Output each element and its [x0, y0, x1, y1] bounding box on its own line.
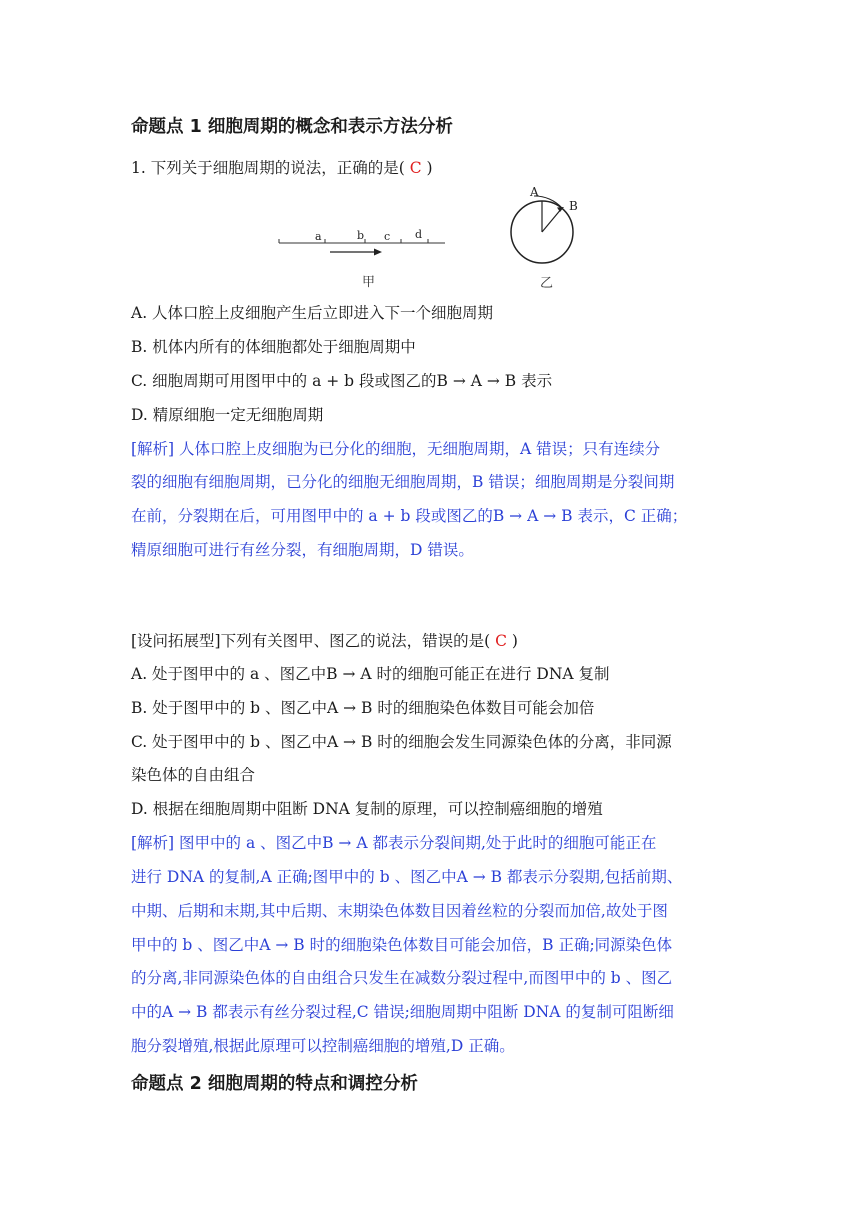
figure-jia [279, 228, 445, 290]
q2-option-a: A. 处于图甲中的 a 、图乙中B → A 时的细胞可能正在进行 DNA 复制 [131, 665, 610, 683]
q2-analysis-line: 的分离,非同源染色体的自由组合只发生在减数分裂过程中,而图甲中的 b 、图乙 [131, 969, 673, 987]
jia-label-c: c [384, 230, 391, 243]
q1-analysis-line: 精原细胞可进行有丝分裂，有细胞周期，D 错误。 [131, 541, 474, 559]
q1-option-d: D. 精原细胞一定无细胞周期 [131, 406, 324, 424]
q1-option-a: A. 人体口腔上皮细胞产生后立即进入下一个细胞周期 [131, 304, 494, 322]
cell-cycle-figure [270, 180, 600, 295]
q2-option-b: B. 处于图甲中的 b 、图乙中A → B 时的细胞染色体数目可能会加倍 [131, 699, 595, 717]
yi-label-a: A [530, 185, 539, 199]
q2-analysis-line: 中的A → B 都表示有丝分裂过程,C 错误;细胞周期中阻断 DNA 的复制可阻断细 [131, 1003, 674, 1021]
jia-label-b: b [357, 229, 365, 242]
q1-stem-close: ) [421, 159, 433, 177]
figure-yi [511, 185, 578, 291]
q1-analysis-line: [解析] 人体口腔上皮细胞为已分化的细胞，无细胞周期，A 错误；只有连续分 [131, 440, 661, 458]
section1-title: 命题点 1 细胞周期的概念和表示方法分析 [131, 117, 453, 137]
q2-answer: C [495, 632, 507, 650]
section2-title: 命题点 2 细胞周期的特点和调控分析 [131, 1074, 418, 1094]
jia-label-a: a [315, 230, 322, 243]
q2-analysis-line: 胞分裂增殖,根据此原理可以控制癌细胞的增殖,D 正确。 [131, 1037, 515, 1055]
yi-label-b: B [569, 199, 578, 213]
q2-analysis-line: 甲中的 b 、图乙中A → B 时的细胞染色体数目可能会加倍，B 正确;同源染色体 [131, 936, 673, 954]
q2-analysis-line: 中期、后期和末期,其中后期、末期染色体数目因着丝粒的分裂而加倍,故处于图 [131, 902, 668, 920]
q1-answer: C [409, 159, 422, 177]
q1-option-c: C. 细胞周期可用图甲中的 a + b 段或图乙的B → A → B 表示 [131, 372, 553, 390]
jia-caption: 甲 [362, 275, 376, 290]
jia-label-d: d [415, 228, 423, 241]
q2-option-d: D. 根据在细胞周期中阻断 DNA 复制的原理，可以控制癌细胞的增殖 [131, 800, 603, 818]
q2-analysis-line: [解析] 图甲中的 a 、图乙中B → A 都表示分裂间期,处于此时的细胞可能正在 [131, 834, 657, 852]
q2-stem [131, 629, 518, 653]
q2-option-c: C. 处于图甲中的 b 、图乙中A → B 时的细胞会发生同源染色体的分离，非同源 [131, 733, 672, 751]
q1-stem [131, 156, 433, 180]
yi-caption: 乙 [540, 276, 554, 291]
q2-option-c-continued: 染色体的自由组合 [131, 766, 256, 784]
q2-stem-text: [设问拓展型]下列有关图甲、图乙的说法，错误的是( [131, 632, 496, 650]
q1-analysis-line: 在前，分裂期在后，可用图甲中的 a + b 段或图乙的B → A → B 表示，C 正确； [131, 507, 688, 525]
q2-analysis-line: 进行 DNA 的复制,A 正确;图甲中的 b 、图乙中A → B 都表示分裂期,包括前期、 [131, 868, 683, 886]
q1-analysis-line: 裂的细胞有细胞周期，已分化的细胞无细胞周期，B 错误；细胞周期是分裂间期 [131, 473, 675, 491]
q1-option-b: B. 机体内所有的体细胞都处于细胞周期中 [131, 338, 416, 356]
arrow-right-icon [374, 249, 382, 256]
q2-stem-close: ) [506, 632, 518, 650]
q1-stem-text: 1. 下列关于细胞周期的说法，正确的是( [131, 159, 410, 177]
